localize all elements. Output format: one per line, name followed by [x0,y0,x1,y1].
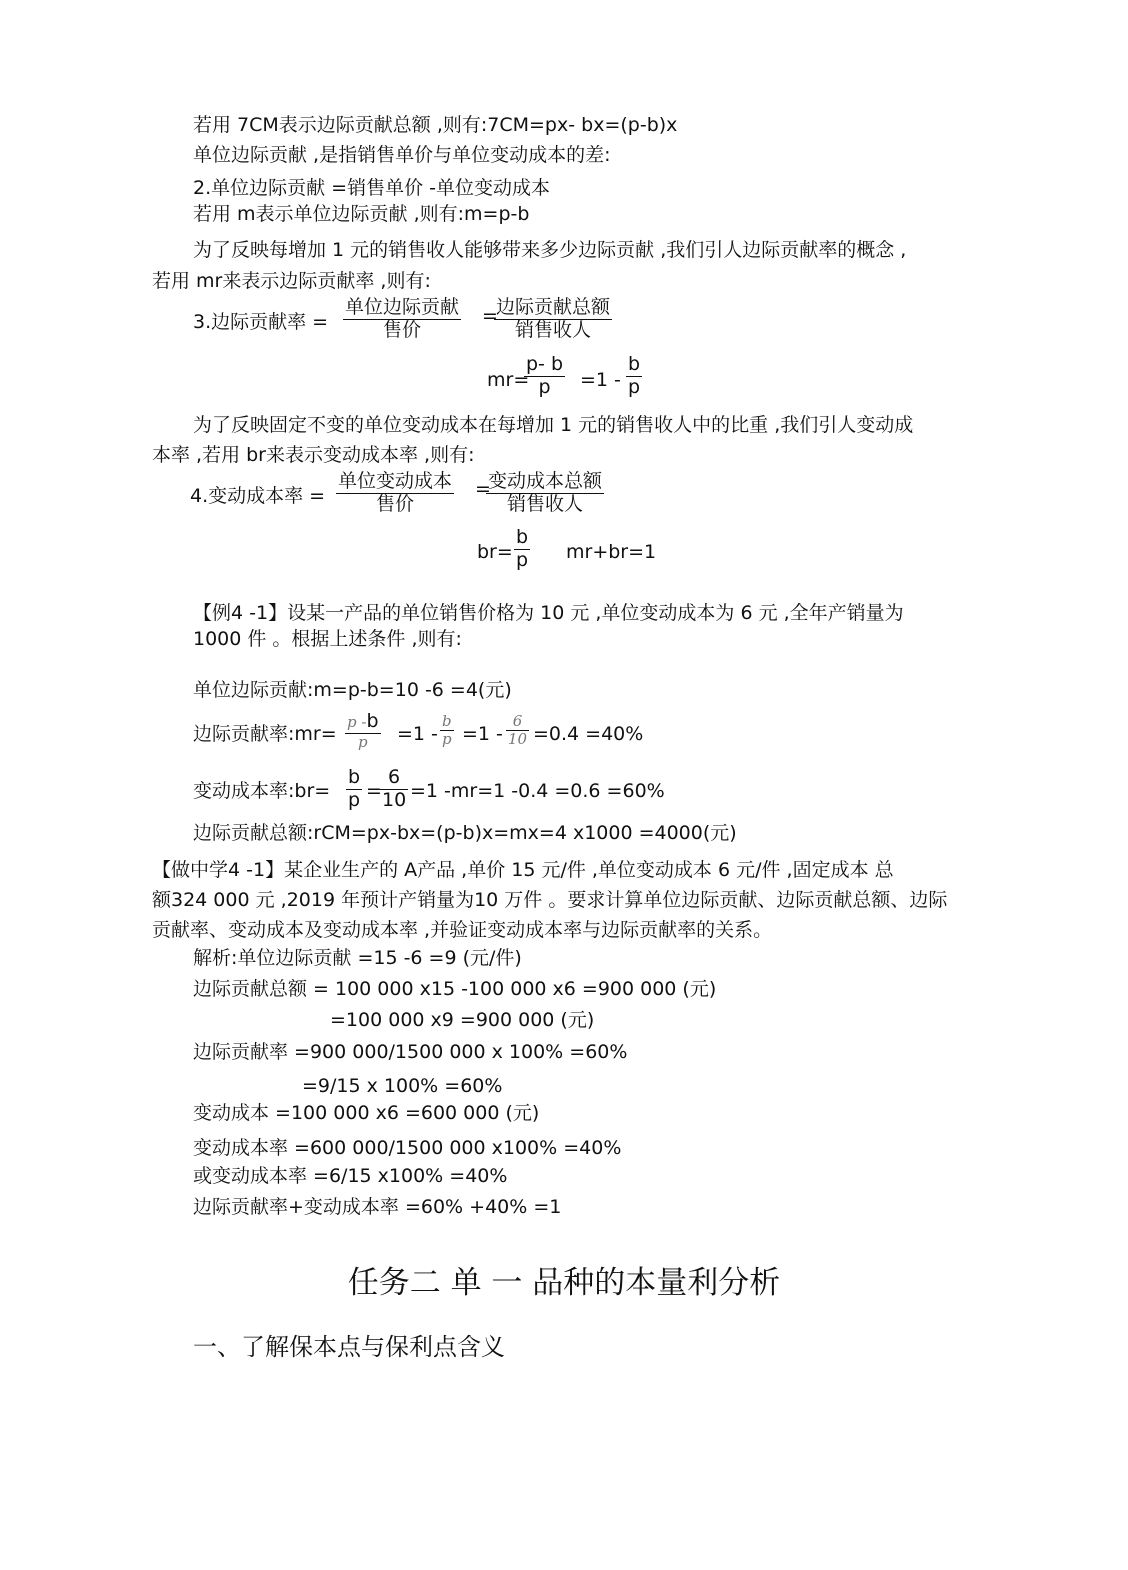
mr-formula-mid: =1 - [580,369,621,391]
fraction-numerator: b [442,712,452,730]
example-total-cm: 边际贡献总额:rCM=px-bx=(p-b)x=mx=4 x1000 =4000(元) [193,822,737,844]
solution-step-8: 或变动成本率 =6/15 x100% =40% [193,1165,508,1187]
fraction-denominator: p [348,788,361,811]
formula-4-equals: = [475,478,491,500]
mr-br-relation: mr+br=1 [566,541,657,563]
practice-title-c: 贡献率、变动成本及变动成本率 ,并验证变动成本率与边际贡献率的关系。 [152,919,773,941]
formula-4-fraction-2 [486,471,604,516]
br-formula-label: br= [477,541,513,563]
practice-title-b: 额324 000 元 ,2019 年预计产销量为10 万件 。要求计算单位边际贡献、边际贡献总额、边际 [152,889,948,911]
paragraph-mr-b: 若用 mr来表示边际贡献率 ,则有: [152,270,431,292]
formula-4-fraction-1 [336,471,454,516]
solution-step-6: 变动成本 =100 000 x6 =600 000 (元) [193,1102,540,1124]
formula-unit-cm: 2.单位边际贡献 =销售单价 -单位变动成本 [193,177,550,199]
formula-3-label: 3.边际贡献率 = [193,311,329,333]
formula-3-fraction-2 [494,297,612,342]
solution-step-2: 边际贡献总额 = 100 000 x15 -100 000 x6 =900 000 (元) [193,978,717,1000]
fraction-denominator: 10 [508,730,528,749]
fraction-denominator: 售价 [383,318,422,341]
fraction-numerator: 单位边际贡献 [345,296,460,318]
br-fraction [514,527,530,572]
example-mr-a: =1 - [397,723,438,745]
fraction-numerator: 单位变动成本 [338,470,453,492]
fraction-numerator: 边际贡献总额 [496,296,611,318]
mr-fraction-2 [626,354,642,399]
fraction-numerator: p- b [526,353,564,375]
example-mr-b2: =1 - [462,723,503,745]
fraction-numerator: 6 [506,713,529,731]
solution-step-4: 边际贡献率 =900 000/1500 000 x 100% =60% [193,1041,628,1063]
fraction-denominator: 销售收人 [507,492,584,515]
fraction-denominator: p [538,375,551,398]
formula-4-label: 4.变动成本率 = [190,485,326,507]
mr-formula-label: mr= [487,369,530,391]
practice-title-a: 【做中学4 -1】某企业生产的 A产品 ,单价 15 元/件 ,单位变动成本 6 元/件 ,固定成本 总 [152,859,894,881]
example-br-label: 变动成本率:br= [193,780,331,802]
fraction-numerator: b [628,353,641,375]
example-mr-result: =0.4 =40% [533,723,644,745]
paragraph-br-a: 为了反映固定不变的单位变动成本在每增加 1 元的销售收人中的比重 ,我们引人变动成 [193,414,914,436]
example-br-6-10-fraction [380,767,408,812]
example-title-a: 【例4 -1】设某一产品的单位销售价格为 10 元 ,单位变动成本为 6 元 ,全年产销量为 [193,602,904,624]
example-mr-b-fraction [440,713,454,749]
fraction-denominator: p [516,548,529,571]
solution-step-9: 边际贡献率+变动成本率 =60% +40% =1 [193,1196,562,1218]
formula-3-equals: = [482,305,498,327]
fraction-denominator: 10 [382,788,407,811]
fraction-denominator: 售价 [376,492,415,515]
example-unit-cm: 单位边际贡献:m=p-b=10 -6 =4(元) [193,679,512,701]
formula-3-fraction-1 [343,297,461,342]
solution-step-3: =100 000 x9 =900 000 (元) [330,1009,595,1031]
example-mr-fraction [345,711,381,751]
paragraph-br-b: 本率 ,若用 br来表示变动成本率 ,则有: [152,444,475,466]
solution-step-1: 解析:单位边际贡献 =15 -6 =9 (元/件) [193,947,522,969]
solution-step-7: 变动成本率 =600 000/1500 000 x100% =40% [193,1137,622,1159]
example-br-result: =1 -mr=1 -0.4 =0.6 =60% [410,780,665,802]
section-heading: 一、了解保本点与保利点含义 [193,1333,505,1361]
fraction-numerator: 变动成本总额 [488,470,603,492]
solution-step-5: =9/15 x 100% =60% [302,1075,503,1097]
example-title-b: 1000 件 。根据上述条件 ,则有: [193,628,462,650]
intro-line-4: 若用 m表示单位边际贡献 ,则有:m=p-b [193,203,530,225]
fraction-numerator: b [348,766,361,788]
example-mr-label: 边际贡献率:mr= [193,723,337,745]
example-mr-6-10-fraction [506,713,529,749]
fraction-numerator: 6 [380,767,408,790]
example-br-equals: = [366,780,382,802]
task-title: 任务二 单 一 品种的本量利分析 [347,1265,781,1301]
fraction-numerator: b [516,526,529,548]
fraction-denominator: p [442,730,452,749]
fraction-denominator: 销售收人 [515,318,592,341]
example-br-fraction [346,767,362,812]
fraction-denominator: p [628,375,641,398]
paragraph-mr-a: 为了反映每增加 1 元的销售收人能够带来多少边际贡献 ,我们引人边际贡献率的概念 , [193,239,907,261]
intro-line-1: 若用 7CM表示边际贡献总额 ,则有:7CM=px- bx=(p-b)x [193,114,678,136]
intro-line-2: 单位边际贡献 ,是指销售单价与单位变动成本的差: [193,144,611,166]
fraction-numerator: p -b [347,710,379,732]
mr-fraction [524,354,565,399]
fraction-denominator: p [357,732,368,751]
